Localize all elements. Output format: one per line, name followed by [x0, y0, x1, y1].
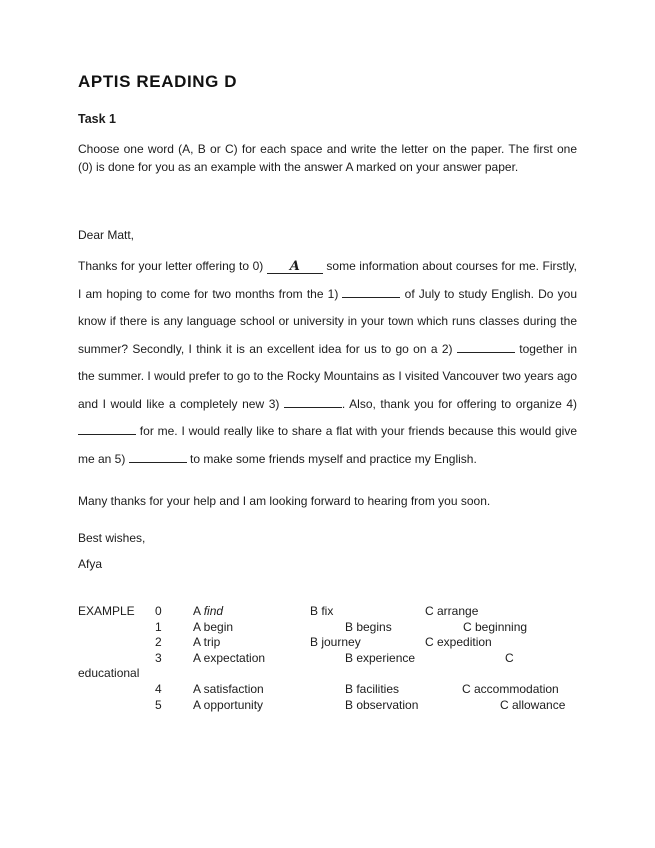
- answer-blank: [78, 421, 136, 435]
- letter-text: to make some friends myself and practice my English.: [186, 451, 477, 466]
- option-c: C: [505, 650, 514, 665]
- example-row-number: 1: [155, 619, 162, 634]
- example-row-number: 2: [155, 635, 162, 650]
- option-b: B begins: [345, 619, 392, 634]
- letter-text: of July to study English. Do you know if there is any language school or university in your town which runs classes during the summer? Secondly, I think it is an excellent idea for us to go on a 2): [78, 286, 577, 356]
- example-row-number: 5: [155, 697, 162, 712]
- example-row-number: 4: [155, 681, 162, 696]
- closing-paragraph: Many thanks for your help and I am looking forward to hearing from you soon.: [78, 494, 491, 508]
- example-row-continuation: educational: [78, 666, 140, 681]
- option-a: A trip: [193, 635, 221, 650]
- option-a: A expectation: [193, 650, 266, 665]
- letter-body: [78, 253, 577, 473]
- blank-answer-text: A: [289, 259, 300, 274]
- letter-signoff: Best wishes,: [78, 531, 146, 545]
- answer-blank: [457, 339, 515, 353]
- option-b: B experience: [345, 650, 416, 665]
- letter-text: . Also, thank you for offering to organize 4): [341, 396, 577, 411]
- answer-blank-filled: [267, 260, 323, 274]
- letter-salutation: Dear Matt,: [78, 228, 135, 242]
- option-b: B journey: [310, 635, 361, 650]
- example-row-number: 3: [155, 650, 162, 665]
- option-a: A satisfaction: [193, 681, 264, 696]
- letter-text: together in the summer. I would prefer to go to the Rocky Mountains as I visited Vancouver two years ago and I would like a completely new 3): [78, 341, 577, 411]
- option-a: A begin: [193, 619, 234, 634]
- letter-text: some information about courses for me. Firstly, I am hoping to come for two months from the 1): [78, 259, 577, 301]
- answer-blank: [342, 284, 400, 298]
- option-c: C allowance: [500, 697, 566, 712]
- option-a: A find: [193, 604, 224, 618]
- example-row-number: 0: [155, 604, 162, 618]
- example-row: [78, 620, 577, 636]
- example-label: EXAMPLE: [78, 604, 135, 618]
- example-row: [78, 604, 577, 620]
- option-a: A opportunity: [193, 697, 264, 712]
- example-row: [78, 698, 577, 714]
- task-heading: Task 1: [78, 112, 116, 126]
- letter-text: for me. I would really like to share a flat with your friends because this would give me an 5): [78, 424, 577, 466]
- answer-blank: [284, 394, 342, 408]
- example-row: [78, 635, 577, 651]
- letter-signature: Afya: [78, 557, 103, 571]
- answer-blank: [129, 449, 187, 463]
- option-b: B fix: [310, 604, 334, 618]
- option-b: B observation: [345, 697, 419, 712]
- option-c: C expedition: [425, 635, 492, 650]
- example-row: [78, 651, 577, 667]
- document-title: APTIS READING D: [78, 72, 238, 91]
- option-c: C accommodation: [462, 681, 559, 696]
- option-c: C beginning: [463, 619, 528, 634]
- example-row: [78, 682, 577, 698]
- option-b: B facilities: [345, 681, 400, 696]
- instructions-paragraph: Choose one word (A, B or C) for each space and write the letter on the paper. The first one (0) is done for you as an example with the answer A marked on your answer paper.: [78, 142, 577, 174]
- example-table: [78, 604, 577, 713]
- letter-text: Thanks for your letter offering to 0): [78, 259, 267, 273]
- option-c: C arrange: [425, 604, 479, 618]
